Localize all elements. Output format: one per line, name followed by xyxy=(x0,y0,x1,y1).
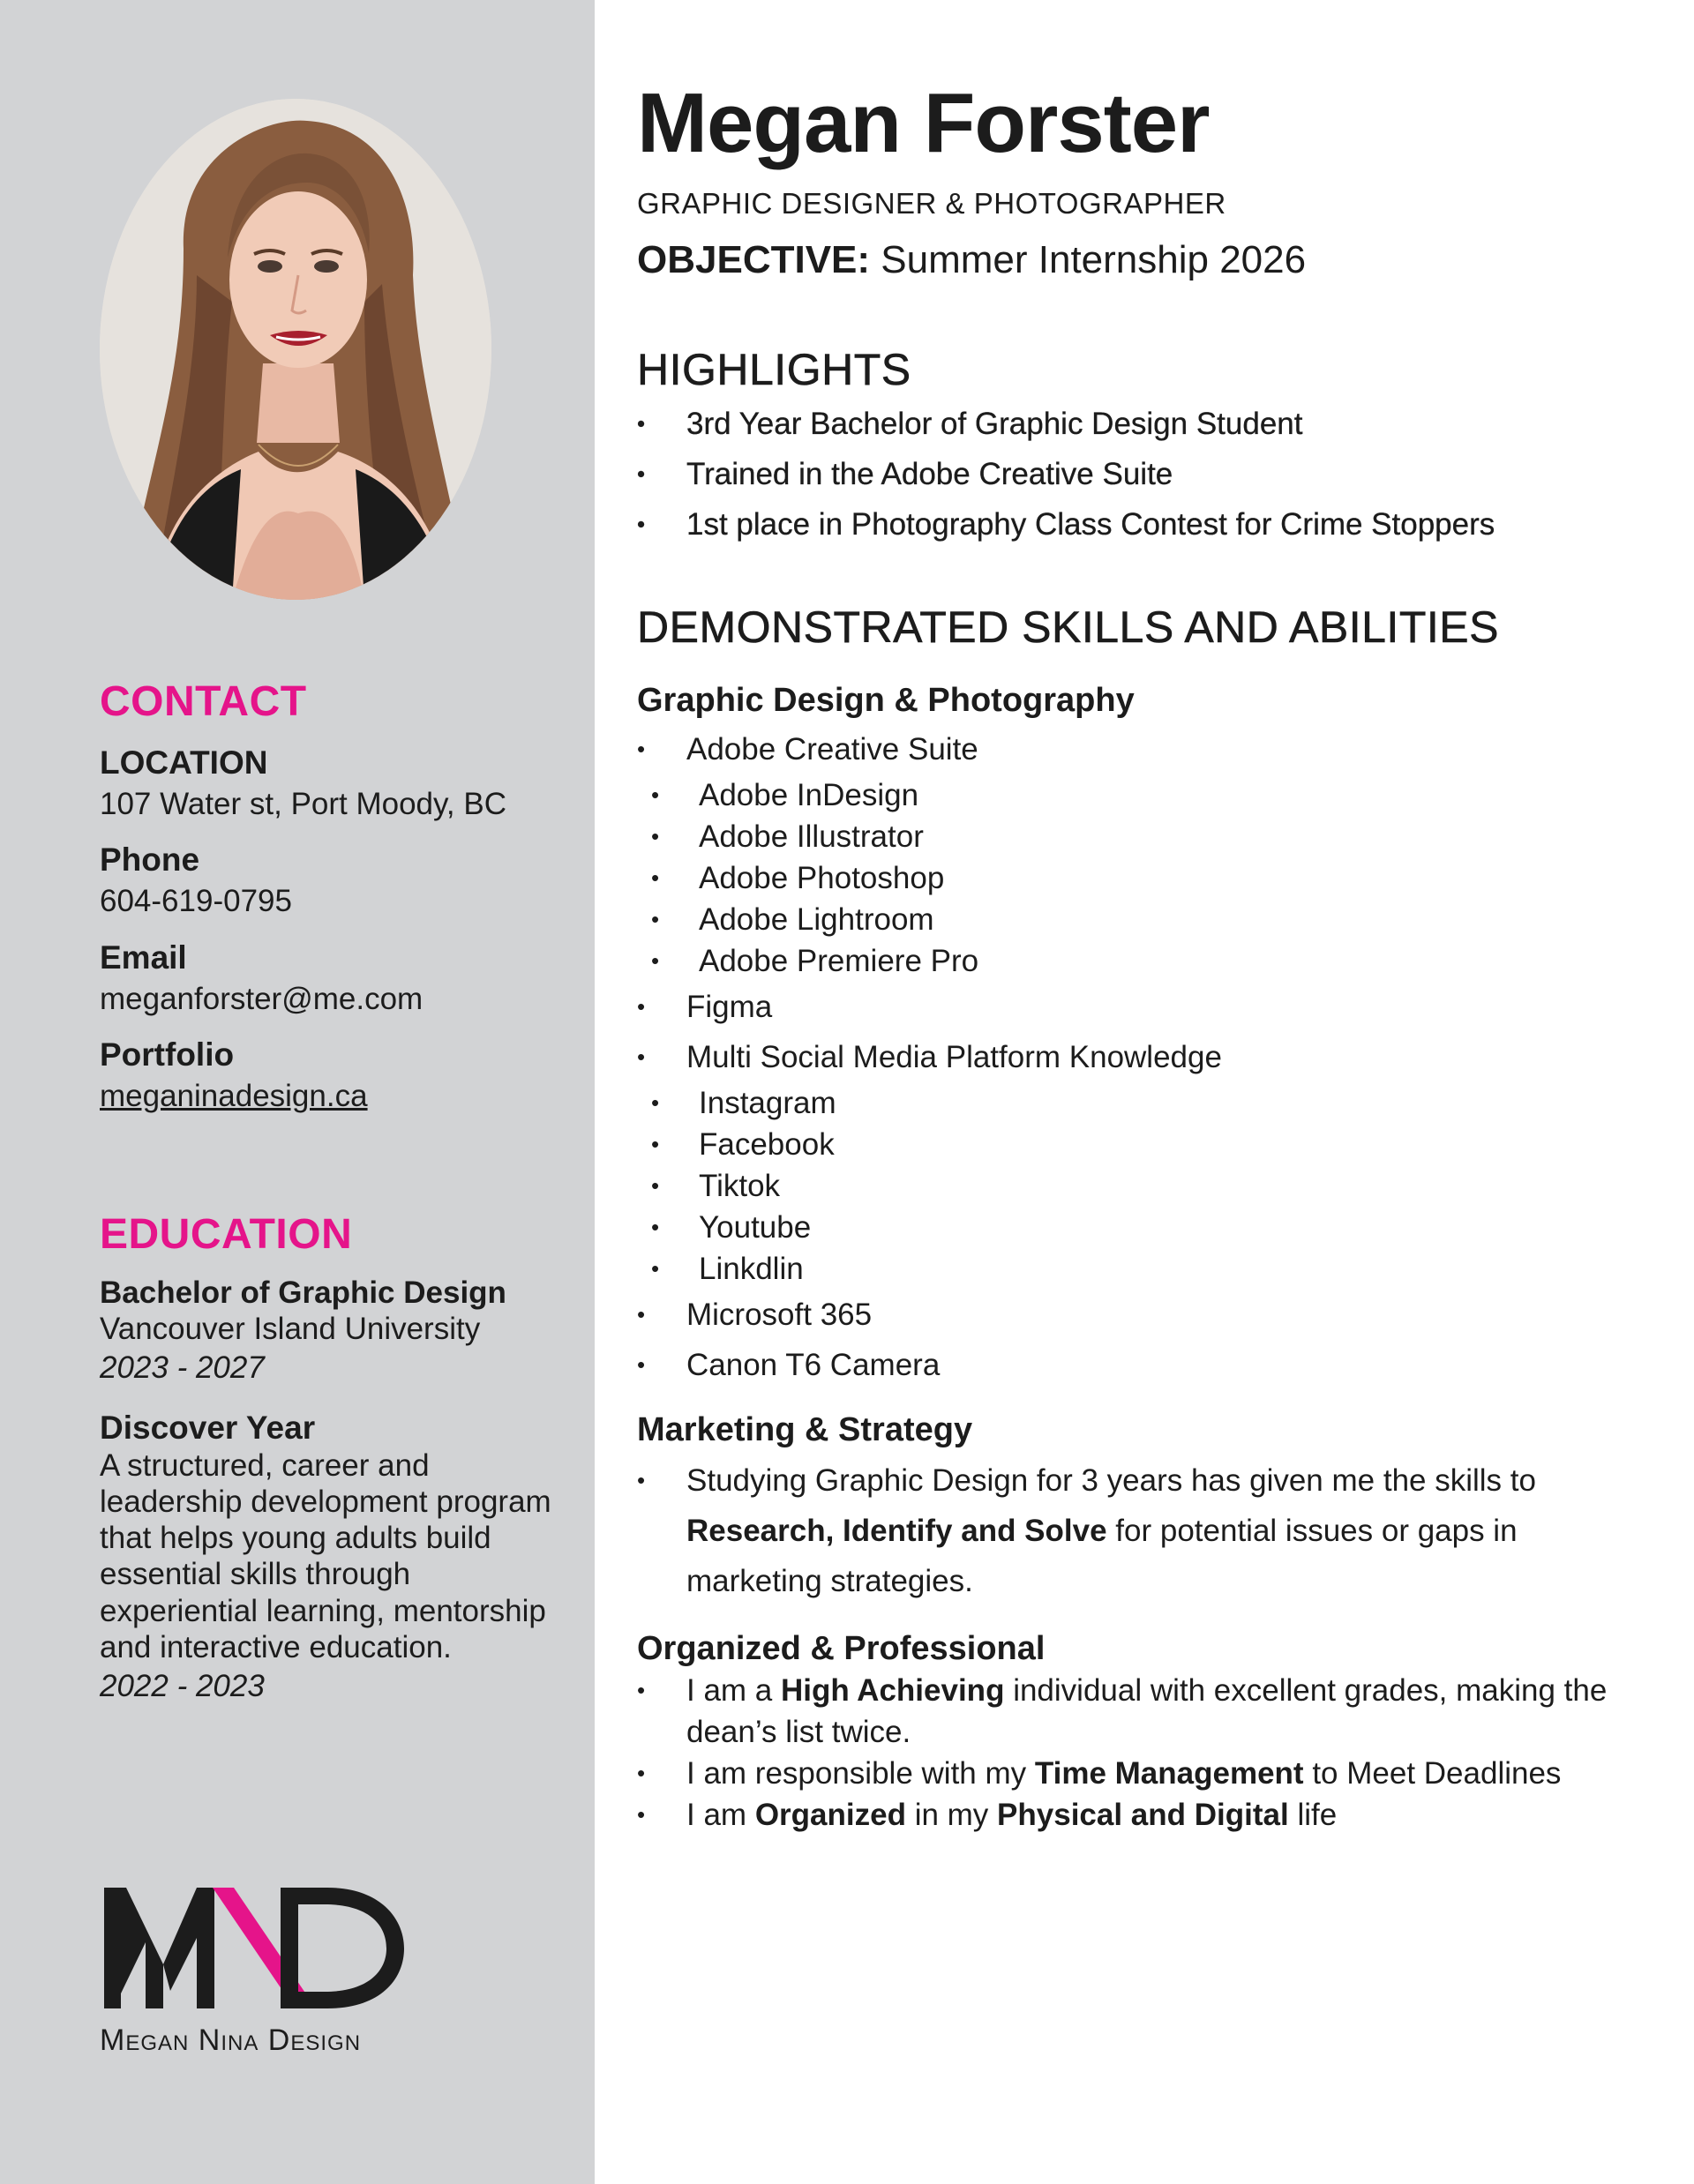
marketing-text: for potential issues or gaps in marketing strategies. xyxy=(686,1514,1518,1598)
education-years-1: 2023 - 2027 xyxy=(100,1350,265,1386)
highlight-item: • 3rd Year Bachelor of Graphic Design Student xyxy=(637,399,1495,449)
education-description-2: A structured, career and leadership development program that helps young adults build essential skills through experiential learning, mentorship and interactive education. xyxy=(100,1447,551,1664)
organized-text: individual with excellent grades, making the dean’s list twice. xyxy=(686,1673,1608,1749)
marketing-item xyxy=(637,1455,1608,1606)
marketing-text: Studying Graphic Design for 3 years has given me the skills to xyxy=(686,1463,1536,1498)
design-heading: Graphic Design & Photography xyxy=(637,682,1135,719)
marketing-heading: Marketing & Strategy xyxy=(637,1411,973,1448)
education-section xyxy=(100,1211,576,1705)
logo-text: Megan Nina Design xyxy=(100,2023,362,2057)
skill-adobe-suite xyxy=(637,724,1222,982)
phone-value: 604-619-0795 xyxy=(100,884,292,919)
social-item: • Linkdlin xyxy=(637,1248,1222,1290)
location-label: LOCATION xyxy=(100,744,268,781)
objective-value: Summer Internship 2026 xyxy=(881,238,1307,281)
organized-text-bold: Organized xyxy=(754,1798,906,1832)
mnd-logo-mark xyxy=(100,1881,404,2013)
adobe-item: • Adobe InDesign xyxy=(637,774,1222,816)
marketing-list xyxy=(637,1455,1608,1606)
organized-text-bold: Physical and Digital xyxy=(997,1798,1289,1832)
social-item: • Youtube xyxy=(637,1207,1222,1248)
organized-text: to Meet Deadlines xyxy=(1312,1756,1562,1791)
education-heading: EDUCATION xyxy=(100,1211,353,1258)
phone-label: Phone xyxy=(100,841,200,879)
organized-list xyxy=(637,1670,1608,1836)
location-value: 107 Water st, Port Moody, BC xyxy=(100,787,506,821)
adobe-item: • Adobe Illustrator xyxy=(637,816,1222,857)
candidate-name: Megan Forster xyxy=(637,76,1210,170)
contact-heading: CONTACT xyxy=(100,678,307,725)
social-item: • Facebook xyxy=(637,1124,1222,1165)
adobe-sublist xyxy=(637,774,1222,982)
organized-text-bold: Time Management xyxy=(1034,1756,1304,1791)
highlights-heading: HIGHLIGHTS xyxy=(637,345,911,394)
organized-text-bold: High Achieving xyxy=(781,1673,1005,1708)
skill-label: Multi Social Media Platform Knowledge xyxy=(686,1040,1222,1074)
education-degree-2: Discover Year xyxy=(100,1409,316,1446)
highlight-item: • Trained in the Adobe Creative Suite xyxy=(637,449,1495,499)
organized-text: I am responsible with my xyxy=(686,1756,1027,1791)
marketing-text-bold: Research, Identify and Solve xyxy=(686,1514,1107,1548)
organized-text: I am a xyxy=(686,1673,773,1708)
email-label: Email xyxy=(100,939,187,976)
email-value[interactable]: meganforster@me.com xyxy=(100,981,424,1016)
social-sublist xyxy=(637,1082,1222,1290)
objective xyxy=(637,238,1306,282)
organized-text: I am xyxy=(686,1798,747,1832)
skill-microsoft: • Microsoft 365 xyxy=(637,1290,1222,1340)
organized-item xyxy=(637,1670,1608,1753)
social-item: • Tiktok xyxy=(637,1165,1222,1207)
organized-item xyxy=(637,1753,1608,1794)
skill-label: Adobe Creative Suite xyxy=(686,732,978,767)
education-years-2: 2022 - 2023 xyxy=(100,1669,265,1704)
adobe-item: • Adobe Lightroom xyxy=(637,899,1222,940)
highlight-item: • 1st place in Photography Class Contest for Crime Stoppers xyxy=(637,499,1495,550)
brand-logo xyxy=(100,1881,409,2058)
skill-camera: • Canon T6 Camera xyxy=(637,1340,1222,1390)
highlights-list xyxy=(637,399,1495,550)
design-skills-list xyxy=(637,724,1222,1390)
organized-item xyxy=(637,1794,1608,1836)
social-item: • Instagram xyxy=(637,1082,1222,1124)
profile-photo-illustration xyxy=(100,99,491,600)
skill-social xyxy=(637,1032,1222,1290)
organized-heading: Organized & Professional xyxy=(637,1630,1046,1667)
skills-heading: DEMONSTRATED SKILLS AND ABILITIES xyxy=(637,602,1499,652)
skill-figma: • Figma xyxy=(637,982,1222,1032)
job-title: GRAPHIC DESIGNER & PHOTOGRAPHER xyxy=(637,187,1226,220)
adobe-item: • Adobe Photoshop xyxy=(637,857,1222,899)
organized-text: in my xyxy=(914,1798,989,1832)
organized-text: life xyxy=(1297,1798,1338,1832)
education-degree-1: Bachelor of Graphic Design xyxy=(100,1275,506,1310)
portfolio-link[interactable]: meganinadesign.ca xyxy=(100,1078,368,1113)
objective-label: OBJECTIVE: xyxy=(637,238,871,281)
profile-photo xyxy=(100,99,491,600)
sidebar xyxy=(0,0,595,2184)
adobe-item: • Adobe Premiere Pro xyxy=(637,940,1222,982)
education-school-1: Vancouver Island University xyxy=(100,1312,481,1346)
contact-section xyxy=(100,678,506,1114)
portfolio-label: Portfolio xyxy=(100,1036,235,1073)
